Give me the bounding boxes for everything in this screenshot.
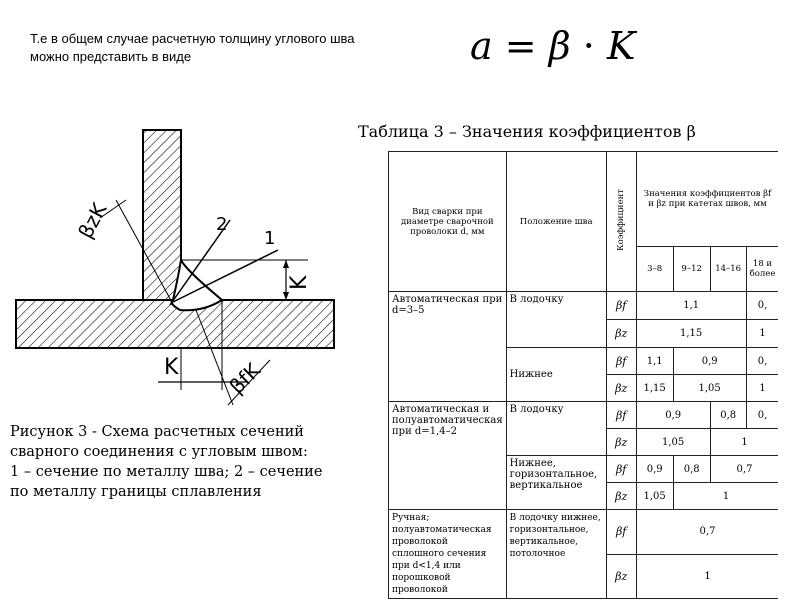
value-cell: 0,9: [636, 456, 673, 483]
coefficient-table: [388, 151, 778, 599]
coef-cell: βz: [606, 320, 636, 348]
formula-beta: β: [548, 24, 571, 68]
value-cell: 1: [746, 375, 778, 402]
coef-cell: βf: [606, 456, 636, 483]
value-cell: 0,: [746, 402, 778, 429]
value-cell: 1,15: [636, 375, 673, 402]
formula-a: a: [470, 24, 493, 68]
label-beta-f-k: βfK: [224, 358, 265, 399]
table-row: [389, 292, 779, 320]
value-cell: 0,7: [710, 456, 778, 483]
caption-line-3: 1 – сечение по металлу шва; 2 – сечение: [10, 464, 323, 480]
value-cell: 1,1: [636, 292, 746, 320]
caption-line-2: сварного соединения с угловым швом:: [10, 444, 308, 460]
weld-section-diagram: [8, 120, 348, 420]
value-cell: 1,1: [636, 348, 673, 375]
value-cell: 1,05: [636, 483, 673, 510]
coef-cell: βf: [606, 402, 636, 429]
header-k1: 3–8: [636, 247, 673, 292]
value-cell: 1,05: [673, 375, 746, 402]
label-section-2: 2: [216, 214, 228, 235]
table-title: Таблица 3 – Значения коэффициентов β: [358, 122, 696, 141]
weld-type-cell: Автоматическая при d=3–5: [389, 292, 507, 402]
value-cell: 1,05: [636, 429, 710, 456]
value-cell: 0,7: [636, 510, 778, 555]
value-cell: 0,8: [710, 402, 746, 429]
thickness-formula: [470, 24, 635, 68]
position-cell: В лодочку нижнее, горизонтальное, вертикальное, потолочное: [506, 510, 606, 599]
label-k-right: K: [287, 275, 312, 290]
weld-type-cell: Ручная; полуавтоматическая проволокой сплошного сечения при d<1,4 или порошковой проволокой: [389, 510, 507, 599]
coef-cell: βz: [606, 429, 636, 456]
position-cell: Нижнее, горизонтальное, вертикальное: [506, 456, 606, 510]
vertical-plate: [143, 130, 181, 300]
label-beta-z-k: βzK: [73, 198, 112, 243]
figure-caption: [10, 422, 355, 502]
caption-line-4: по металлу границы сплавления: [10, 484, 262, 500]
value-cell: 1,15: [636, 320, 746, 348]
header-coefficient: [606, 152, 636, 292]
table-row: [389, 402, 779, 429]
label-section-1: 1: [264, 228, 276, 249]
coef-cell: βf: [606, 510, 636, 555]
value-cell: 0,8: [673, 456, 710, 483]
header-k2: 9–12: [673, 247, 710, 292]
position-cell: Нижнее: [506, 348, 606, 402]
header-values: Значения коэффициентов βf и βz при катетах швов, мм: [636, 152, 778, 247]
value-cell: 1: [710, 429, 778, 456]
header-k3: 14–16: [710, 247, 746, 292]
value-cell: 1: [746, 320, 778, 348]
formula-dot: ·: [582, 24, 595, 68]
value-cell: 1: [673, 483, 778, 510]
coef-cell: βf: [606, 292, 636, 320]
intro-line-2: можно представить в виде: [30, 49, 192, 64]
intro-line-1: Т.е в общем случае расчетную толщину углового шва: [30, 31, 355, 46]
value-cell: 0,9: [673, 348, 746, 375]
coef-cell: βz: [606, 483, 636, 510]
value-cell: 0,: [746, 292, 778, 320]
caption-line-1: Рисунок 3 - Схема расчетных сечений: [10, 424, 304, 440]
table-row: [389, 510, 779, 555]
arrow-head: [283, 260, 289, 268]
arrow-head: [283, 292, 289, 300]
header-weld-type: Вид сварки при диаметре сварочной проволоки d, мм: [389, 152, 507, 292]
coef-cell: βz: [606, 554, 636, 599]
intro-text: [30, 30, 450, 66]
header-k4: 18 и более: [746, 247, 778, 292]
coef-cell: βf: [606, 348, 636, 375]
value-cell: 0,9: [636, 402, 710, 429]
formula-equals: =: [504, 24, 537, 68]
header-position: Положение шва: [506, 152, 606, 292]
value-cell: 0,: [746, 348, 778, 375]
header-coefficient-text: Коэффициент: [616, 189, 627, 251]
weld-type-cell: Автоматическая и полуавтоматическая при d=1,4–2: [389, 402, 507, 510]
position-cell: В лодочку: [506, 402, 606, 456]
formula-k: K: [606, 24, 636, 68]
value-cell: 1: [636, 554, 778, 599]
label-k-bottom: K: [164, 355, 179, 380]
coef-cell: βz: [606, 375, 636, 402]
position-cell: В лодочку: [506, 292, 606, 348]
